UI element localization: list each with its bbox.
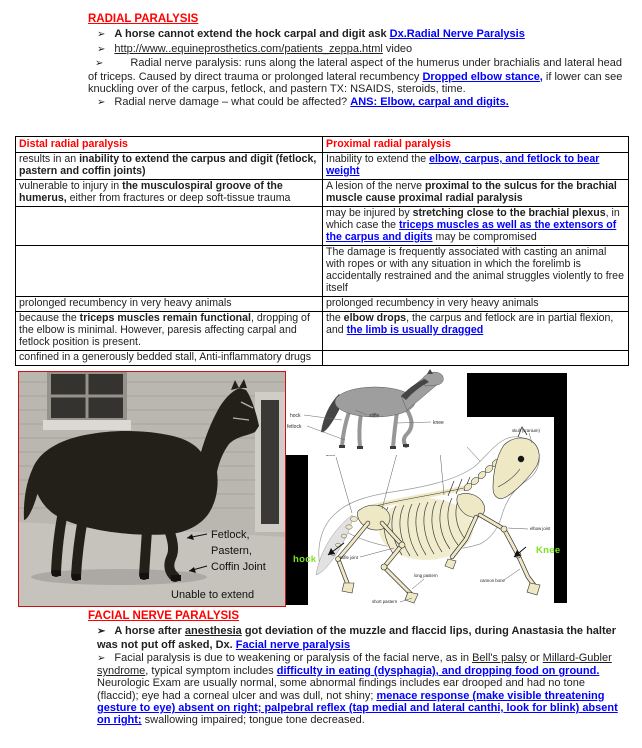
link-equineprosthetics-url[interactable]: http://www..equineprosthetics.com/patients_zeppa.html — [114, 42, 383, 55]
table-cell — [16, 180, 323, 207]
table-cell — [323, 153, 629, 180]
link-dx-radial-nerve-paralysis[interactable]: Dx.Radial Nerve Paralysis — [389, 28, 525, 41]
radial-bullet-3 — [88, 57, 626, 95]
label-skull-cranium: skull (cranium) — [512, 428, 540, 433]
photo-label-coffin-joint: Coffin Joint — [211, 561, 266, 573]
table-row — [16, 351, 629, 366]
bullet-icon: ➢ — [97, 652, 106, 664]
cell-text: may be injured by — [326, 207, 413, 219]
facial-b2-text-5: swallowing impaired; tongue tone decreased. — [141, 714, 365, 727]
cell-text: The damage is frequently associated with casting an animal with ropes or with any situation in which the forelimb is accidentally restrained and the animal struggles violently to free itself — [326, 246, 624, 294]
table-cell — [16, 153, 323, 180]
cell-text: because the — [19, 312, 80, 324]
link-menace-palpebral[interactable]: menace response (make visible threatening gesture to eye) absent on right; palpebral reflex (tap medial and lateral canthi, look for blink) absent on right; — [97, 689, 618, 727]
cell-text: the musculospiral groove of the humerus, — [19, 180, 283, 204]
overlay-label-hock: hock — [293, 554, 317, 565]
facial-b2-text-3: , typical symptom includes — [145, 665, 277, 678]
radial-section — [88, 13, 626, 110]
bullet-icon: ➢ — [97, 626, 106, 638]
cell-text: prolonged recumbency in very heavy animals — [19, 297, 232, 309]
facial-bullet-2 — [88, 652, 626, 727]
table-cell — [323, 297, 629, 312]
cell-text: triceps muscles remain functional — [79, 312, 251, 324]
table-cell — [16, 297, 323, 312]
link-facial-nerve-paralysis[interactable]: Facial nerve paralysis — [235, 638, 351, 651]
table-cell — [16, 351, 323, 366]
bullet-icon: ➢ — [95, 58, 104, 70]
radial-b3-text-1: Radial nerve paralysis: runs along the lateral aspect of the humerus under brachialis and lateral head of triceps. Caused by direct trauma or prolonged lateral recumbency — [88, 57, 623, 83]
cell-text: elbow drops — [343, 312, 407, 324]
cell-text: , dropping of the elbow is minimal. However, paresis affecting carpal and fetlock position is present. — [19, 312, 310, 348]
radial-b4-text: Radial nerve damage – what could be affected? — [114, 96, 351, 109]
table-row — [16, 153, 629, 180]
bullet-icon: ➢ — [97, 97, 106, 109]
cell-text: A lesion of the nerve — [326, 180, 425, 192]
bullet-icon: ➢ — [97, 29, 106, 41]
label-long-pastern: long pastern — [414, 573, 438, 578]
label-stifle: stifle — [369, 413, 380, 419]
term-bells-palsy: Bell's palsy — [472, 651, 527, 664]
cell-text: Inability to extend the — [326, 153, 430, 165]
facial-title: FACIAL NERVE PARALYSIS — [88, 610, 240, 622]
table-row — [16, 180, 629, 207]
figures — [0, 368, 642, 610]
label-elbow-joint: elbow joint — [530, 526, 551, 531]
facial-b2-text-2: or — [526, 651, 543, 664]
cell-text: results in an — [19, 153, 80, 165]
facial-b2-text-4: Neurologic Exam are usually normal, some abnormal findings includes ear drooped and had no tone (flaccid); eye had a corneal ulcer and was dull, not shiny; — [97, 677, 585, 702]
cell-text: , the carpus and fetlock are in partial flexion, and — [326, 312, 614, 336]
link-dysphagia[interactable]: difficulty in eating (dysphagia), and dropping food on ground. — [276, 665, 600, 678]
radial-title: RADIAL PARALYSIS — [88, 13, 199, 25]
facial-b1-text-1: A horse after — [114, 625, 185, 638]
radial-b3-text-2: if lower can see knuckling over of the carpus, fetlock, and pastern TX: NSAIDS, steroids, time. — [88, 70, 623, 96]
table-row — [16, 312, 629, 351]
table-cell — [323, 207, 629, 246]
black-panel-left — [285, 455, 310, 605]
label-short-pastern: short pastern — [372, 599, 398, 604]
table-row — [16, 246, 629, 297]
facial-section — [88, 610, 626, 727]
comparison-table — [15, 136, 629, 366]
table-cell — [16, 312, 323, 351]
table-row — [16, 207, 629, 246]
link-elbow-carpus-fetlock[interactable]: elbow, carpus, and fetlock to bear weight — [326, 153, 600, 177]
photo-label-pastern: Pastern, — [211, 545, 252, 557]
radial-b1-text: A horse cannot extend the hock carpal and digit ask — [114, 28, 390, 41]
radial-bullet-2 — [88, 43, 626, 56]
table-row — [16, 297, 629, 312]
table-cell-empty — [323, 351, 629, 366]
label-hock: hock — [290, 413, 301, 419]
overlay-label-knee: Knee — [536, 545, 561, 556]
label-fetlock: fetlock — [287, 424, 302, 430]
facial-bullet-1 — [88, 625, 626, 651]
label-knee: knee — [433, 420, 444, 426]
cell-text: , in which case the — [326, 207, 620, 231]
term-anesthesia: anesthesia — [184, 625, 242, 638]
table-cell — [323, 246, 629, 297]
photo-label-fetlock: Fetlock, — [211, 529, 250, 541]
link-dropped-elbow-stance[interactable]: Dropped elbow stance, — [422, 70, 543, 83]
cell-text: proximal to the sulcus for the brachial muscle cause proximal radial paralysis — [326, 180, 617, 204]
cell-text: prolonged recumbency in very heavy animals — [326, 297, 539, 309]
label-stifle-joint: stifle joint — [340, 555, 358, 560]
table-header-row — [16, 137, 629, 153]
facial-b1-text-2: got deviation of the muzzle and flaccid lips, during Anastasia the halter was not put off asked, Dx. — [97, 625, 617, 651]
link-ans-elbow-carpal-digits[interactable]: ANS: Elbow, carpal and digits. — [350, 96, 509, 109]
cell-text: may be compromised — [432, 231, 537, 243]
col-header-proximal: Proximal radial paralysis — [323, 137, 629, 153]
horse-parts-diagram — [285, 368, 467, 455]
link-triceps-extensors[interactable]: triceps muscles as well as the extensors of the carpus and digits — [326, 219, 617, 243]
label-cannon-bone: cannon bone — [480, 578, 505, 583]
term-millard-gubler: Millard-Gubler syndrome — [97, 651, 612, 678]
facial-b2-text-1: Facial paralysis is due to weakening or paralysis of the facial nerve, as in — [114, 651, 473, 664]
cell-text: vulnerable to injury in — [19, 180, 123, 192]
cell-text: either from fractures or deep soft-tissue trauma — [66, 192, 291, 204]
table-cell-empty — [16, 246, 323, 297]
table-cell-empty — [16, 207, 323, 246]
radial-b2-text: video — [382, 42, 413, 55]
horse-photo — [18, 371, 286, 607]
col-header-distal: Distal radial paralysis — [16, 137, 323, 153]
cell-text: confined in a generously bedded stall, Anti-inflammatory drugs — [19, 351, 312, 363]
table-cell — [323, 180, 629, 207]
photo-caption: Unable to extend — [171, 589, 255, 601]
table-cell — [323, 312, 629, 351]
cell-text: stretching close to the brachial plexus — [412, 207, 606, 219]
bullet-icon: ➢ — [97, 43, 106, 55]
radial-bullet-4 — [88, 96, 626, 109]
link-limb-dragged[interactable]: the limb is usually dragged — [346, 324, 484, 336]
horse-diagram-image — [285, 368, 467, 455]
cell-text: inability to extend the carpus and digit (fetlock, pastern and coffin joints) — [19, 153, 317, 177]
cell-text: the — [326, 312, 344, 324]
horse-photo-image — [19, 372, 285, 606]
radial-bullet-1 — [88, 28, 626, 41]
